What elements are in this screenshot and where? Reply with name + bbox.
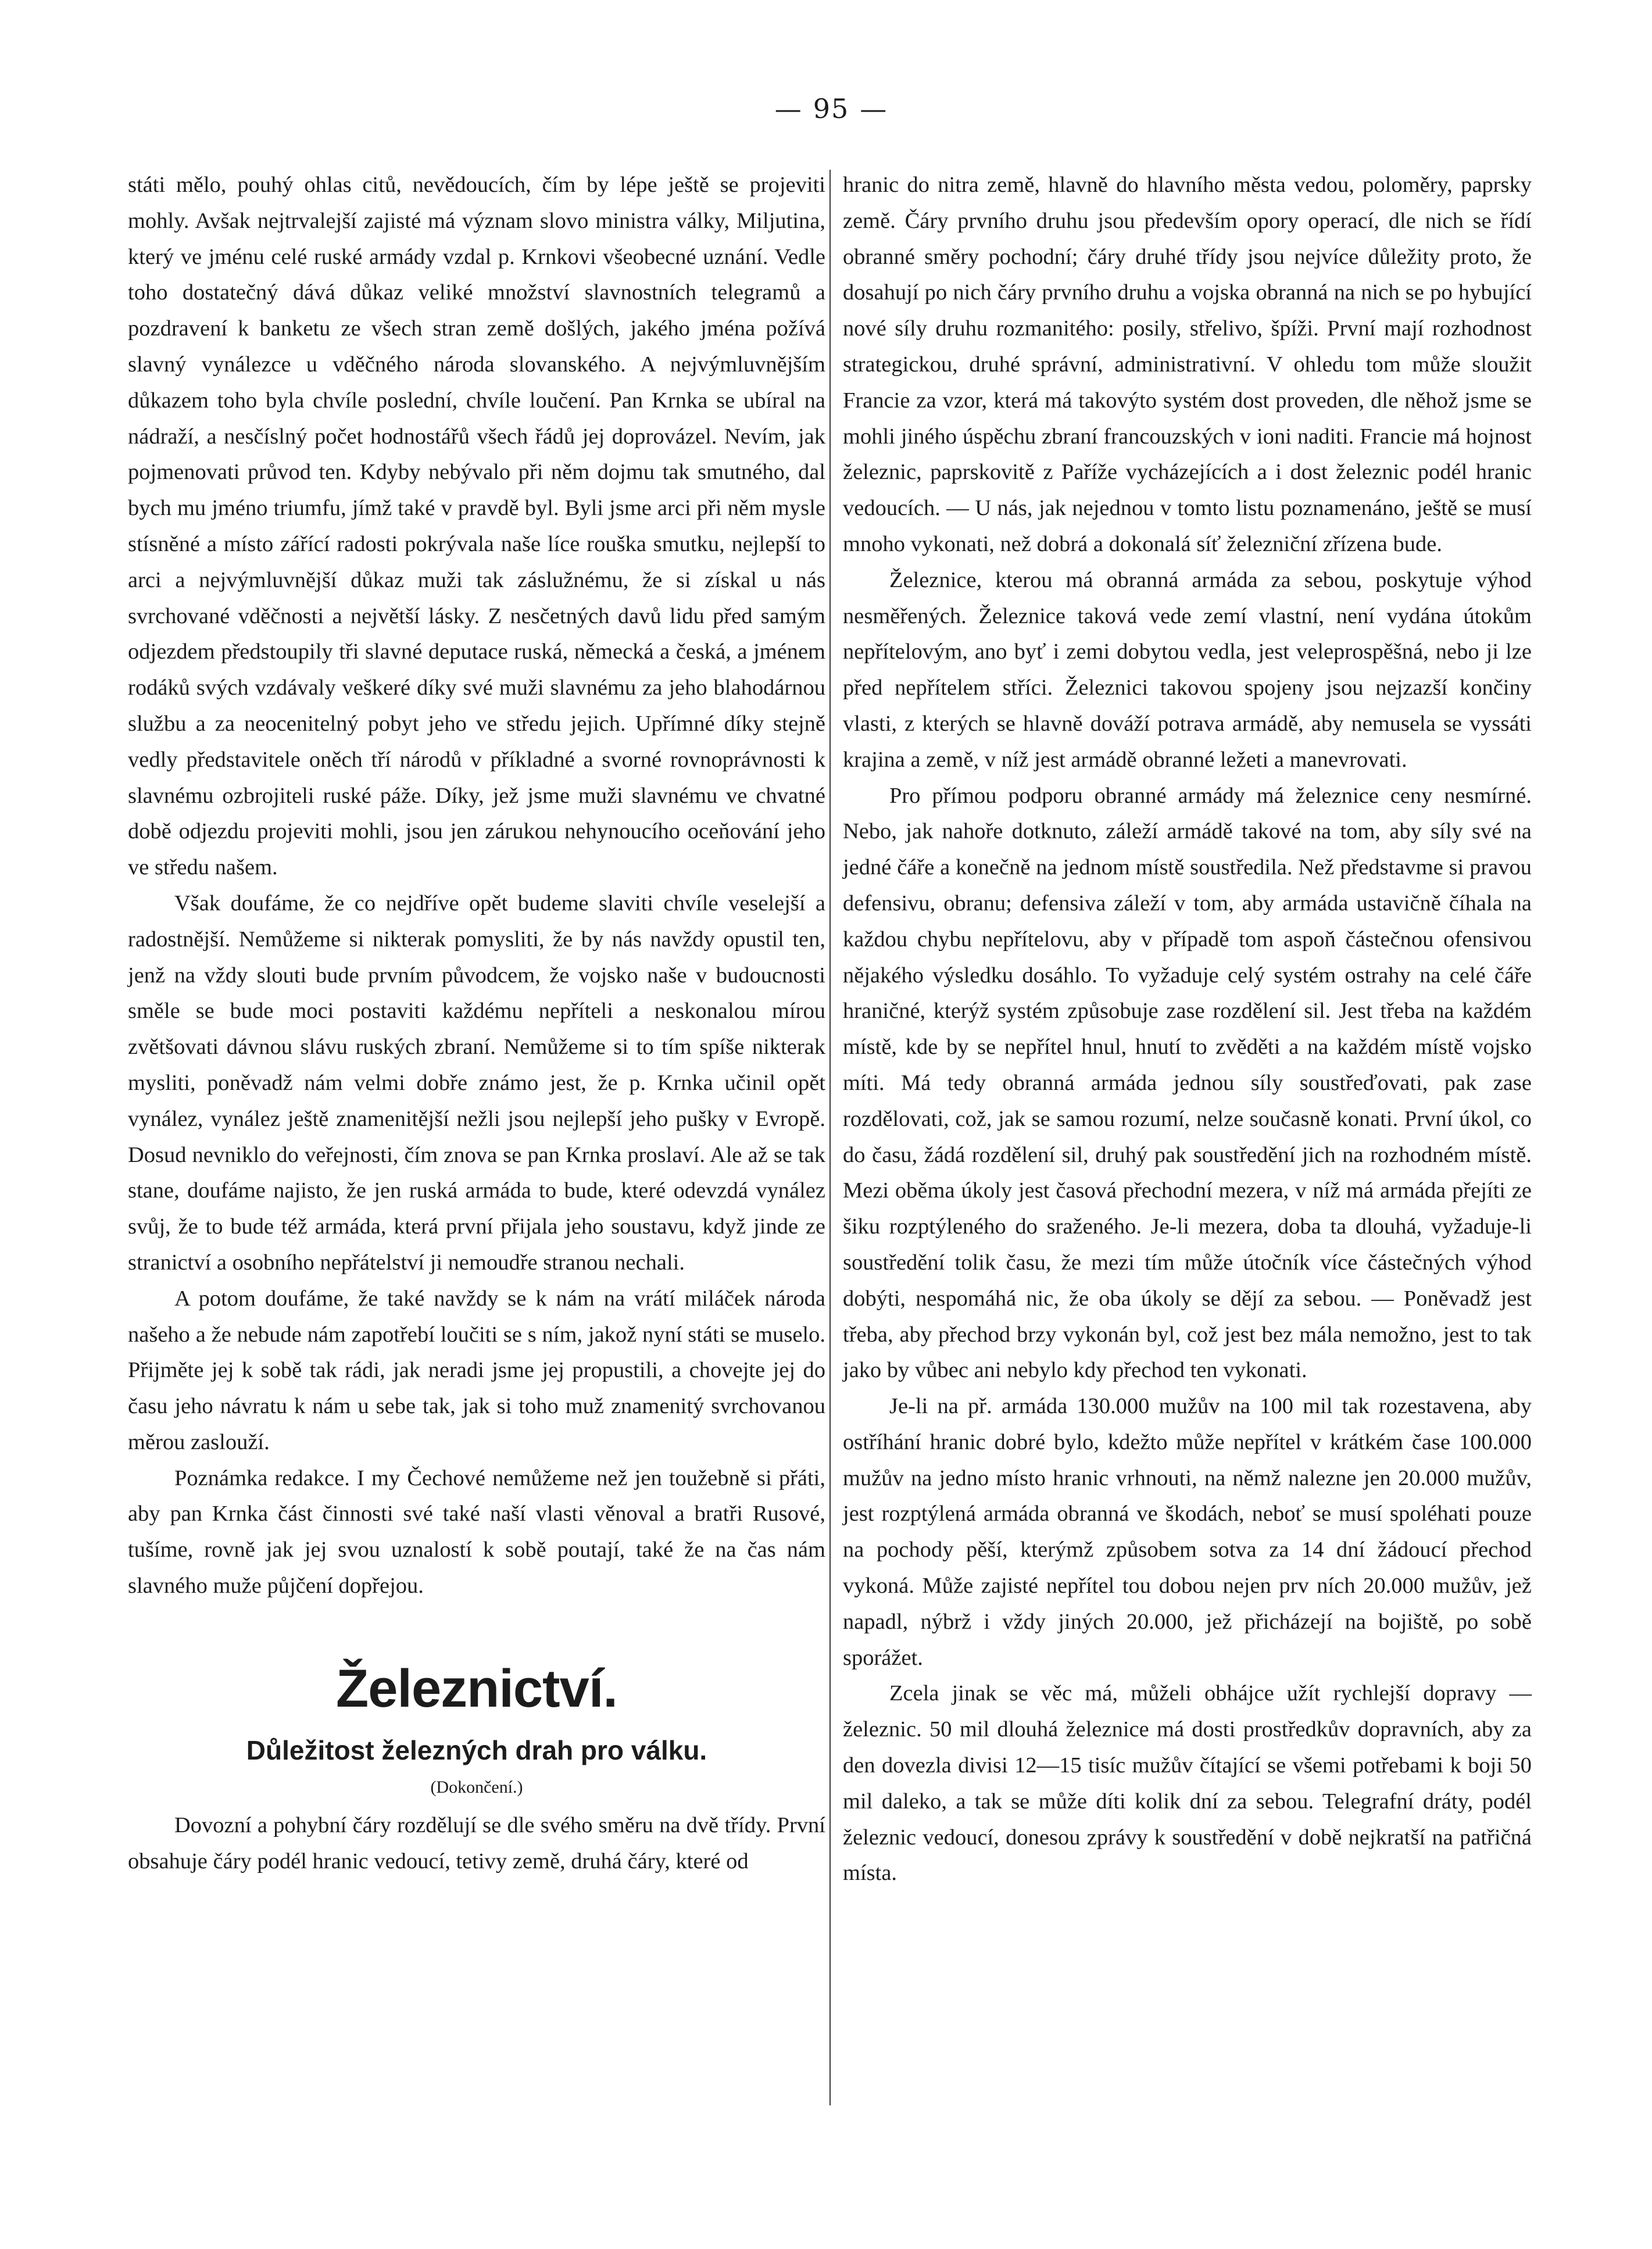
paragraph-defensive-railway: Železnice, kterou má obranná armáda za sebou, poskytuje výhod nesměřených. Železnice taková vede zemí vlastní, není vydána útokům nepřítelovým, ano byť i zemi dobytou vedla, jest veleprospěšná, nebo ji lze před nepřítelem stříci. Železnici takovou spojeny jsou nejzazší končiny vlasti, z kterých se hlavně dováží potrava armádě, aby nemusela se vyssáti krajina a země, v níž jest armádě obranné ležeti a manevrovati. [843, 567, 1532, 772]
right-column [843, 167, 1532, 1892]
paragraph-defensive-support: Pro přímou podporu obranné armády má železnice ceny nesmírné. Nebo, jak nahoře dotknuto, záleží armádě takové na tom, aby síly své na jedné čáře a konečně na jednom místě soustředila. Než představme si pravou defensivu, obranu; defensiva záleží v tom, aby armáda ustavičně číhala na každou chybu nepřítelovu, aby v případě tom aspoň částečnou ofensivou nějakého výsledku dosáhlo. To vyžaduje celý systém ostrahy na celé čáře hraničné, kterýž systém způsobuje zase rozdělení sil. Jest třeba na každém místě, kde by se nepřítel hnul, hnutí to zvěděti a na každém místě vojsko míti. Má tedy obranná armáda jednou síly soustřeďovati, pak zase rozdělovati, což, jak se samou rozumí, nelze současně konati. První úkol, co do času, žádá rozdělení sil, druhý pak soustředění jich na rozhodném místě. Mezi oběma úkoly jest časová přechodní mezera, v níž má armáda přejíti ze šiku rozptýleného do sraženého. Je-li mezera, doba ta dlouhá, vyžaduje-li soustředění tolik času, že mezi tím může útočník více částečných výhod dobýti, nespomáhá nic, že oba úkoly se dějí za sebou. — Poněvadž jest třeba, aby přechod brzy vykonán byl, což jest bez mála nemožno, jest to tak jako by vůbec ani nebylo kdy přechod ten vykonati. [843, 783, 1532, 1383]
paragraph-hope-return: Však doufáme, že co nejdříve opět budeme slaviti chvíle veselejší a radostnější. Nemůžeme si nikterak pomysliti, že by nás navždy opustil ten, jenž na vždy slouti bude prvním původcem, že vojsko naše v budoucnosti směle se bude moci postaviti každému nepříteli a neskonalou mírou zvětšovati dávnou slávu ruských zbraní. Nemůžeme si to tím spíše nikterak mysliti, poněvadž nám velmi dobře známo jest, že p. Krnka učinil opět vynález, vynález ještě znamenitější nežli jsou nejlepší jeho pušky v Evropě. Dosud nevniklo do veřejnosti, čím znova se pan Krnka proslaví. Ale až se tak stane, doufáme najisto, že jen ruská armáda to bude, které odevzdá vynález svůj, že to bude též armáda, která první přijala jeho soustavu, když jinde ze stranictví a osobního nepřátelství ji nemoudře stranou nechali. [128, 891, 825, 1275]
section-subtitle: Důležitost železných drah pro válku. [246, 1735, 707, 1765]
paragraph-railway-lines: Dovozní a pohybní čáry rozdělují se dle svého směru na dvě třídy. První obsahuje čáry podél hranic vedoucí, tetivy země, druhá čáry, které od [128, 1812, 825, 1873]
column-divider [829, 170, 831, 2105]
page-number: — 95 — [774, 93, 888, 124]
editorial-note: Poznámka redakce. I my Čechové nemůžeme než jen toužebně si přáti, aby pan Krnka část činnosti své také naší vlasti věnoval a bratři Rusové, tušíme, rovně jak jej svou uznalostí k sobě poutají, také že na čas nám slavného muže půjčení dopřejou. [128, 1465, 825, 1599]
paragraph-radial-lines: hranic do nitra země, hlavně do hlavního města vedou, poloměry, paprsky země. Čáry prvního druhu jsou především opory operací, dle nich se řídí obranné směry pochodní; čáry druhé třídy jsou nejvíce důležity proto, že dosahují po nich čáry prvního druhu a vojska obranná na nich se po hybující nové síly druhu rozmanitého: posily, střelivo, špíži. První mají rozhodnost strategickou, druhé správní, administrativní. V ohledu tom může sloužit Francie za vzor, která má takovýto systém dost proveden, dle něhož jsme se mohli jiného úspěchu zbraní francouzských v ioni naditi. Francie má hojnost železnic, paprskovitě z Paříže vycházejících a i dost železnic podél hranic vedoucích. — U nás, jak nejednou v tomto listu poznamenáno, ještě se musí mnoho vykonati, než dobrá a dokonalá síť železniční zřízena bude. [843, 173, 1532, 556]
paragraph-rail-transport: Zcela jinak se věc má, můželi obhájce užít rychlejší dopravy — železnic. 50 mil dlouhá železnice má dosti prostředkův dopravních, aby za den dovezla divisi 12—15 tisíc mužův čítající se všemi potřebami k boji 50 mil daleko, a tak se může díti kolik dní za sebou. Telegrafní dráty, podél železnic vedoucí, donesou zprávy k soustředění v době nejkratší na patřičná místa. [843, 1681, 1532, 1886]
paragraph-closing-wish: A potom doufáme, že také navždy se k nám na vrátí miláček národa našeho a že nebude nám zapotřebí loučiti se s ním, jakož nyní státi se muselo. Přijměte jej k sobě tak rádi, jak neradi jsme jej propustili, a chovejte jej do času jeho návratu k nám u sebe tak, jak si toho muž znamenitý svrchovanou měrou zaslouží. [128, 1286, 825, 1454]
left-column [128, 167, 825, 1879]
paragraph-troop-example: Je-li na př. armáda 130.000 mužův na 100 mil tak rozestavena, aby ostříhání hranic dobré bylo, kdežto může nepřítel v krátkém čase 100.000 mužův na jedno místo hranic vrhnouti, na němž nalezne jen 20.000 mužův, jest rozptýlená armáda obranná ve škodách, neboť se musí spoléhati pouze na pochody pěší, kterýmž způsobem sotva za 14 dní žádoucí přechod vykoná. Může zajisté nepřítel tou dobou nejen prv ních 20.000 mužův, jež napadl, nýbrž i vždy jiných 20.000, jež přicházejí na bojiště, po sobě sporážet. [843, 1394, 1532, 1670]
section-title: Železnictví. [336, 1658, 617, 1718]
page-number-value: 95 [813, 93, 850, 124]
paragraph-krnka-farewell: státi mělo, pouhý ohlas citů, nevědoucích, čím by lépe ještě se projeviti mohly. Avšak nejtrvalejší zajisté má význam slovo ministra války, Miljutina, který ve jménu celé ruské armády vzdal p. Krnkovi všeobecné uznání. Vedle toho dostatečný dává důkaz veliké množství slavnostních telegramů a pozdravení k banketu ze všech stran země došlých, jakého jména požívá slavný vynálezce u vděčného národa slovanského. A nejvýmluvnějším důkazem toho byla chvíle poslední, chvíle loučení. Pan Krnka se ubíral na nádraží, a nesčíslný počet hodnostářů všech řádů jej doprovázel. Nevím, jak pojmenovati průvod ten. Kdyby nebývalo při něm dojmu tak smutného, dal bych mu jméno triumfu, jímž také v pravdě byl. Byli jsme arci při něm mysle stísněné a místo zářící radosti pokrývala naše líce rouška smutku, nejlepší to arci a nejvýmluvnější důkaz muži tak záslužnému, že si získal u nás svrchované vděčnosti a největší lásky. Z nesčetných davů lidu před samým odjezdem předstoupily tři slavné deputace ruská, německá a česká, a jménem rodáků svých vzdávaly veškeré díky své muži slavnému za jeho blahodárnou službu a za neocenitelný pobyt jeho ve středu jejich. Upřímné díky stejně vedly představitele oněch tří národů v příkladné a svorné rovnoprávnosti k slavnému ozbrojiteli ruské páže. Díky, jež jsme muži slavnému ve chvatné době odjezdu projeviti mohli, jsou jen zárukou nehynoucího oceňování jeho ve středu našem. [128, 173, 825, 880]
section-continuation-note: (Dokončení.) [430, 1777, 523, 1797]
